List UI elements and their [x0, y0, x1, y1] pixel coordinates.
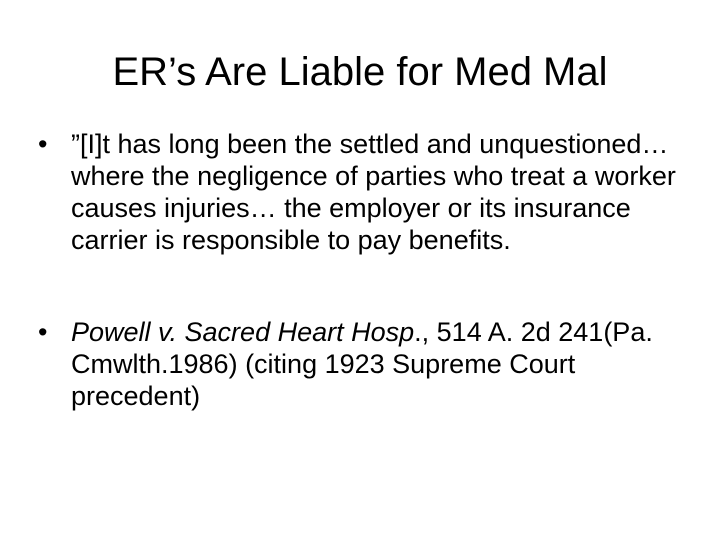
citation-details: ., 514 A. 2d 241(Pa. Cmwlth.1986) (citing 1923 Supreme Court precedent) [71, 317, 653, 411]
slide-title: ER’s Are Liable for Med Mal [112, 50, 608, 94]
bullet-item-citation [38, 316, 678, 412]
bullet-item-quote [38, 128, 678, 256]
case-name: Powell v. Sacred Heart Hosp [71, 317, 415, 347]
bullet-icon: • [38, 317, 48, 347]
citation-text [71, 316, 678, 412]
bullet-list [38, 128, 678, 412]
bullet-icon: • [38, 129, 48, 159]
quote-text: ”[I]t has long been the settled and unquestioned… where the negligence of parties who treat a worker causes injuries… the employer or its insurance carrier is responsible to pay benefits. [71, 129, 676, 255]
